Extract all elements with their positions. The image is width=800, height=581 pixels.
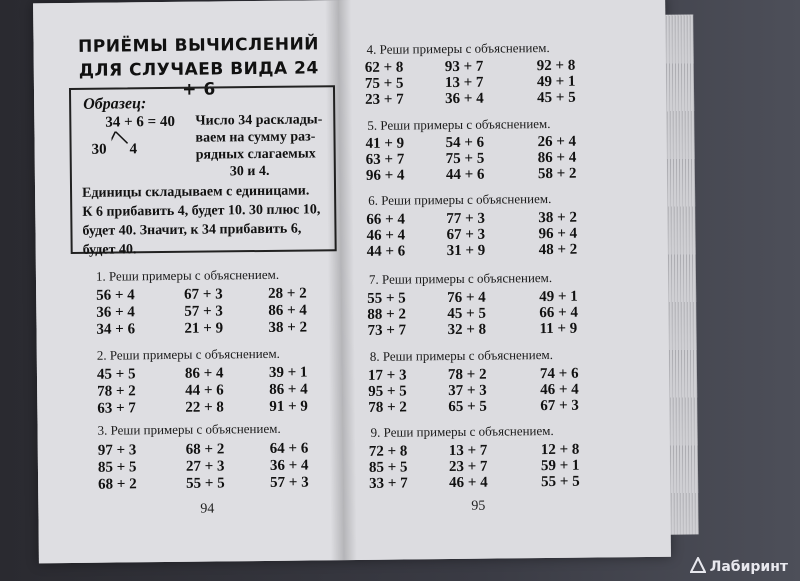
example: 22 + 8 (185, 399, 224, 416)
exercise-heading: 8. Реши примеры с объяснением. (369, 346, 553, 364)
example: 48 + 2 (538, 241, 578, 259)
page-number: 95 (471, 498, 486, 514)
example: 68 + 2 (98, 476, 137, 493)
rule-line: будет 40. Значит, к 34 прибавить 6, (82, 221, 302, 239)
example: 49 + 1 (539, 288, 578, 306)
example: 85 + 5 (368, 459, 408, 476)
example: 65 + 5 (448, 398, 487, 416)
example: 74 + 6 (539, 365, 579, 383)
example: 93 + 7 (444, 58, 484, 76)
example: 38 + 2 (538, 209, 578, 227)
book-spread (33, 0, 671, 563)
example: 13 + 7 (444, 74, 484, 92)
example: 97 + 3 (97, 442, 137, 459)
example: 31 + 9 (446, 242, 486, 260)
right-page (338, 0, 671, 560)
example: 92 + 8 (536, 57, 576, 75)
example: 57 + 3 (270, 474, 309, 491)
example: 17 + 3 (367, 367, 407, 384)
example: 21 + 9 (184, 320, 224, 337)
exercise-heading: 9. Реши примеры с объяснением. (370, 422, 554, 440)
example: 96 + 4 (538, 225, 578, 243)
example: 57 + 3 (184, 303, 223, 320)
example: 86 + 4 (269, 381, 308, 398)
exercise-heading: 2. Реши примеры с объяснением. (96, 345, 280, 363)
example: 36 + 4 (96, 304, 135, 321)
example: 36 + 4 (269, 457, 309, 474)
example: 67 + 3 (184, 286, 223, 303)
example: 26 + 4 (537, 133, 577, 151)
example: 44 + 6 (185, 382, 224, 399)
example: 68 + 2 (185, 441, 225, 458)
rule-line: будет 40. (82, 242, 137, 258)
page-title-line1: ПРИЁМЫ ВЫЧИСЛЕНИЙ (77, 34, 320, 57)
example: 66 + 4 (366, 211, 406, 228)
sample-rule (82, 181, 333, 260)
example: 46 + 4 (540, 381, 579, 399)
example: 46 + 4 (449, 474, 488, 492)
example: 86 + 4 (184, 365, 224, 382)
sample-explanation (195, 111, 334, 180)
example: 39 + 1 (268, 364, 308, 381)
example: 46 + 4 (366, 227, 406, 244)
example: 44 + 6 (445, 166, 485, 184)
example: 34 + 6 (96, 321, 136, 338)
example: 54 + 6 (445, 134, 485, 152)
example: 67 + 3 (540, 397, 579, 415)
sample-label: Образец: (83, 95, 147, 113)
example: 45 + 5 (447, 305, 487, 323)
example: 85 + 5 (97, 459, 137, 476)
sample-units: 4 (129, 141, 138, 158)
labirint-icon (690, 557, 706, 573)
example: 78 + 2 (447, 366, 487, 384)
example: 72 + 8 (368, 443, 408, 460)
example: 55 + 5 (541, 473, 580, 491)
exercise-heading: 4. Реши примеры с объяснением. (366, 39, 550, 57)
example: 95 + 5 (368, 383, 407, 400)
example: 75 + 5 (364, 75, 404, 92)
example: 91 + 9 (269, 398, 308, 415)
example: 37 + 3 (448, 382, 487, 400)
example: 59 + 1 (540, 457, 580, 475)
example: 76 + 4 (447, 289, 486, 307)
example: 23 + 7 (448, 458, 488, 476)
example: 75 + 5 (445, 150, 485, 168)
example: 36 + 4 (445, 90, 484, 108)
watermark (690, 557, 788, 575)
sample-box (69, 85, 337, 258)
example: 23 + 7 (365, 91, 404, 108)
example: 13 + 7 (448, 442, 488, 460)
example: 73 + 7 (367, 322, 407, 339)
example: 55 + 5 (367, 290, 406, 307)
explanation-line: Число 34 расклады- (195, 112, 323, 129)
exercise-heading: 5. Реши примеры с объяснением. (367, 115, 551, 133)
example: 38 + 2 (268, 319, 308, 336)
example: 63 + 7 (97, 400, 136, 417)
example: 62 + 8 (364, 59, 404, 76)
example: 49 + 1 (536, 73, 576, 91)
exercise-heading: 3. Реши примеры с объяснением. (97, 420, 281, 438)
example: 56 + 4 (96, 287, 135, 304)
explanation-line: 30 и 4. (229, 163, 270, 180)
example: 66 + 4 (539, 304, 579, 322)
example: 44 + 6 (366, 243, 406, 260)
example: 33 + 7 (369, 475, 408, 492)
exercise-heading: 1. Реши примеры с объяснением. (95, 266, 280, 284)
example: 88 + 2 (367, 306, 407, 323)
example: 64 + 6 (269, 440, 309, 457)
example: 78 + 2 (97, 383, 136, 400)
example: 27 + 3 (185, 458, 225, 475)
exercise-heading: 6. Реши примеры с объяснением. (368, 190, 552, 208)
page-number: 94 (200, 501, 215, 517)
example: 86 + 4 (537, 149, 577, 167)
example: 67 + 3 (446, 226, 486, 244)
example: 77 + 3 (446, 210, 486, 228)
explanation-line: ваем на сумму раз- (195, 129, 316, 146)
example: 58 + 2 (537, 165, 577, 183)
example: 11 + 9 (539, 320, 578, 338)
example: 41 + 9 (365, 135, 405, 152)
example: 32 + 8 (447, 321, 487, 339)
example: 45 + 5 (537, 89, 576, 107)
exercise-heading: 7. Реши примеры с объяснением. (368, 269, 553, 287)
example: 55 + 5 (186, 475, 225, 492)
example: 78 + 2 (368, 399, 407, 416)
example: 12 + 8 (540, 441, 580, 459)
page-title-line2: ДЛЯ СЛУЧАЕВ ВИДА 24 + 6 (78, 58, 319, 100)
explanation-line: рядных слагаемых (195, 146, 316, 163)
sample-tens: 30 (91, 141, 107, 158)
sample-expression: 34 + 6 = 40 (105, 113, 176, 131)
example: 45 + 5 (96, 366, 136, 383)
left-page (33, 0, 344, 563)
example: 63 + 7 (365, 151, 405, 168)
example: 96 + 4 (365, 167, 405, 184)
example: 86 + 4 (268, 302, 307, 319)
watermark-text: Лабиринт (709, 559, 788, 575)
rule-line: Единицы складываем с единицами. (81, 183, 310, 201)
rule-line: К 6 прибавить 4, будет 10. 30 плюс 10, (82, 202, 321, 220)
example: 28 + 2 (268, 285, 307, 302)
